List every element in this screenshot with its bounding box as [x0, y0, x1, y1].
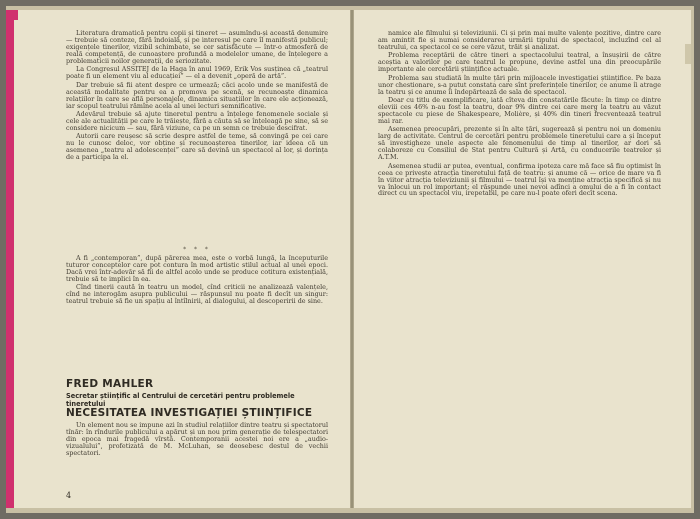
paragraph: Problema receptării de către tineri a spectacolului teatral, a însușirii de către aceștia a valorilor pe care teatrul le propune, devine astfel una din preocupările importante ale cercetării științifice actuale.: [378, 51, 661, 74]
cover-edge-corner: [14, 10, 18, 20]
paragraph: Un element nou se impune azi în studiul relațiilor dintre teatru și spectatorul tînăr: în rîndurile publicului a apărut și un nou prim generație de telespectatori din epoca mai fragedă vîrstă. Contemporanii acestei noi ere a „audio-vizualului”, profetizată de M. McLuhan, se deosebesc destul de vechii spectatori.: [66, 422, 328, 457]
paragraph: A fi „contemporan”, după părerea mea, este o vorbă lungă, la începuturile tuturor conceptelor care pot contura în mod artistic stilul actual al unei epoci. Dacă vrei într-adevăr să fii de altfel acolo unde se produce cotitura existențială, trebuie să te implici în ea.: [66, 255, 328, 283]
left-article-middle: [66, 255, 328, 307]
paragraph: Dar trebuie să fii atent despre ce urmează; căci acolo unde se manifestă de această modalitate pentru ea a promova pe scenă, se recunoaște dinamica relațiilor în care se află personajele, dinamica situațiilor în care ele acționează, iar scopul teatrului rămîne acela al unei lecturi semnificative.: [66, 80, 328, 110]
paragraph: Asemenea studii ar putea, eventual, confirma ipoteza care mă face să fiu optimist în ceea ce privește atracția tineretului față de teatru: și anume că — orice de mare va fi în viitor atracția televiziunii și filmului — teatrul își va menține atracția specifică și nu va înlocui un rol important; el răspunde unei nevoi adînci a omului de a fi în contact direct cu un spectacol viu, irepetabil, pe care nu-l poate oferi decît scena.: [378, 161, 661, 198]
paragraph: La Congresul ASSITEJ de la Haga în anul 1969, Erik Vos susținea că „teatrul poate fi un element viu al educației” — el a devenit „operă de artă”.: [66, 65, 328, 81]
paragraph: Asemenea preocupări, prezente și în alte țări, sugerează și pentru noi un domeniu larg de activitate. Centrul de cercetări pentru problemele tineretului care a și început să investigheze unele aspecte ale fenomenului de timp al tinerilor, ar dori să colaboreze cu Consiliul de Stat pentru Cultură și Artă, cu conducerile teatrelor și A.T.M.: [378, 125, 661, 162]
paragraph: Adevărul trebuie să ajute tineretul pentru a înțelege fenomenele sociale și cele ale actualității pe care le trăiește, fără a căuta să se înțeleagă pe sine, să se considere nicicum — sau, fără viziune, ca pe un semn ce trebuie descifrat.: [66, 109, 328, 132]
author-name: FRED MAHLER: [66, 378, 154, 390]
right-page: [354, 10, 691, 508]
article-heading: NECESITATEA INVESTIGAȚIEI ȘTIINȚIFICE: [66, 407, 313, 419]
section-separator: * * *: [183, 246, 211, 253]
page-edge-tab: [685, 44, 691, 64]
paragraph: Doar cu titlu de exemplificare, iată cîteva din constatările făcute: în timp ce dintre eleviii ces 46% n-au fost la teatru, doar 9% dintre cei care merg la teatru au văzut spectacole cu piese de Shakespeare, Molière, și 40% din tineri frecventează teatrul mai rar.: [378, 96, 661, 125]
cover-edge-strip: [6, 10, 14, 508]
paragraph: Autorii care reușesc să scrie despre astfel de teme, să convingă pe cei care nu le cunosc deloc, vor obține și recunoașterea tinerilor, iar ideea că un asemenea „teatru al adolescenței” care să devină un spectacol al lor, și dorința de a participa la el.: [66, 132, 328, 162]
paragraph: Cînd tinerii caută în teatru un model, cînd criticii ne analizează valențele, cînd ne interogăm asupra publicului — răspunsul nu poate fi decît un singur: teatrul trebuie să fie un spațiu al întîlnirii, al dialogului, al descoperirii de sine.: [66, 283, 328, 306]
right-article-text: [378, 30, 661, 199]
page-number: 4: [66, 491, 72, 500]
author-title: Secretar științific al Centrului de cercetări pentru problemele tineretului: [66, 392, 295, 408]
paragraph: namice ale filmului și televiziunii. Ci și prin mai multe valențe pozitive, dintre care am amintit fie și numai considerarea urmării tipului de spectacol, incluzînd cel al teatrului, ca spectacol ce se cere văzut, trăit și analizat.: [378, 30, 661, 51]
book-spread: [6, 6, 694, 513]
paragraph: Problema sau studiată în multe țări prin mijloacele investigației științifice. Pe baza unor chestionare, s-a putut constata care sînt preferințele tinerilor, ce anume îi atrage la teatru și ce anume îi îndepărtează de sala de spectacol.: [378, 73, 661, 96]
left-page: [8, 10, 350, 508]
left-article-bottom: [66, 422, 328, 458]
left-article-top: [66, 30, 328, 163]
paragraph: Literatura dramatică pentru copii și tineret — asumîndu-și această denumire — trebuie să conteze, fără îndoială, și pe interesul pe care îl manifestă publicul; exigențele tinerilor, vizibil schimbate, se cer satisfăcute — într-o atmosferă de reală competență, de cunoaștere profundă a modelelor umane, de înțelegere a problematicii noilor generații, de seriozitate.: [66, 30, 328, 65]
